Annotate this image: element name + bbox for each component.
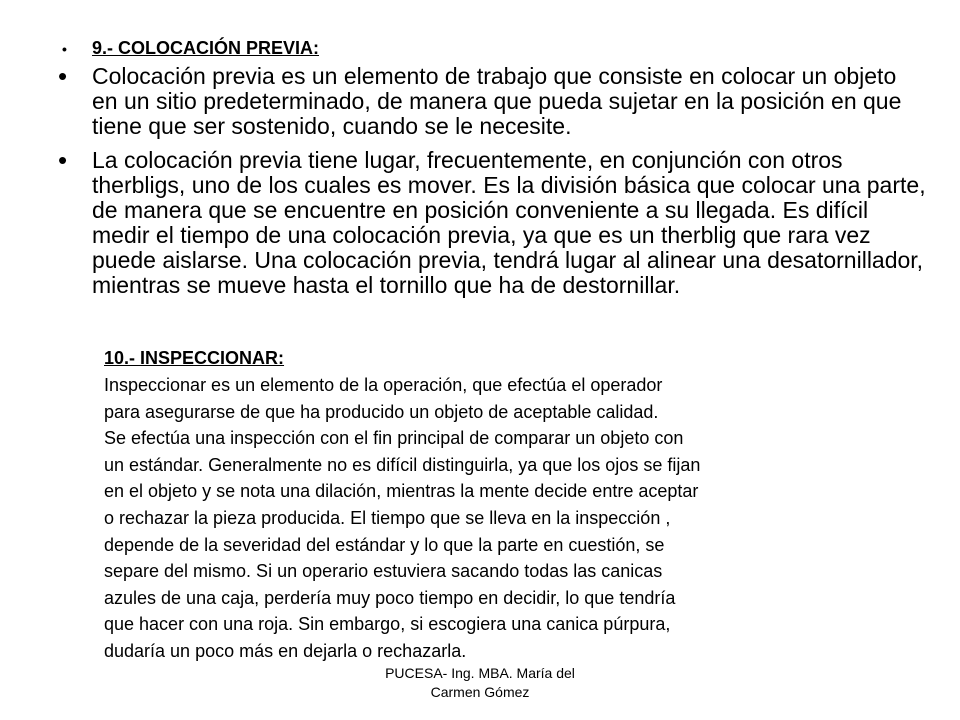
bullet-dot-icon: • <box>58 61 68 91</box>
section-one-paragraph-bullet <box>56 61 926 139</box>
section-two-line: en el objeto y se nota una dilación, mientras la mente decide entre aceptar <box>104 481 699 502</box>
section-two-line: un estándar. Generalmente no es difícil distinguirla, ya que los ojos se fijan <box>104 454 701 475</box>
footer-credit <box>330 664 630 702</box>
section-two-text-lines <box>104 372 934 665</box>
section-one-paragraph: Colocación previa es un elemento de trabajo que consiste en colocar un objeto en un sitio predeterminado, de manera que pueda sujetar en la posición en que tiene que ser sostenido, cuando se le necesite. <box>92 63 902 139</box>
section-two-line: azules de una caja, perdería muy poco tiempo en decidir, lo que tendría <box>104 587 676 608</box>
section-two-line: depende de la severidad del estándar y lo que la parte en cuestión, se <box>104 534 665 555</box>
section-two-heading: 10.- INSPECCIONAR: <box>104 348 285 368</box>
footer-credit-line: PUCESA- Ing. MBA. María del <box>385 665 575 681</box>
bullet-dot-icon: • <box>62 41 67 57</box>
section-two-line: que hacer con una roja. Sin embargo, si escogiera una canica púrpura, <box>104 614 671 635</box>
section-two-line: o rechazar la pieza producida. El tiempo que se lleva en la inspección , <box>104 507 671 528</box>
section-one-paragraph: La colocación previa tiene lugar, frecuentemente, en conjunción con otros therbligs, uno de los cuales es mover. Es la división básica que colocar una parte, de manera que se encuentre en posición conveniente a su llegada. Es difícil medir el tiempo de una colocación previa, ya que es un therblig que rara vez puede aislarse. Una colocación previa, tendrá lugar al alinear una desatornillador, mientras se mueve hasta el tornillo que ha de destornillar. <box>92 147 926 298</box>
bullet-dot-icon: • <box>58 145 68 175</box>
section-two-line: dudaría un poco más en dejarla o rechazarla. <box>104 640 467 661</box>
section-two-line: Se efectúa una inspección con el fin principal de comparar un objeto con <box>104 428 684 449</box>
section-one-paragraph-bullet <box>56 145 926 298</box>
section-one-heading-bullet <box>56 34 926 62</box>
section-two-line: Inspeccionar es un elemento de la operación, que efectúa el operador <box>104 375 663 395</box>
section-two-line: separe del mismo. Si un operario estuviera sacando todas las canicas <box>104 561 663 582</box>
footer-credit-line: Carmen Gómez <box>430 684 530 700</box>
section-two-line: para asegurarse de que ha producido un objeto de aceptable calidad. <box>104 401 659 422</box>
section-one-bullet-list <box>56 34 926 307</box>
section-two <box>104 344 934 665</box>
section-one-heading: 9.- COLOCACIÓN PREVIA: <box>92 38 320 58</box>
